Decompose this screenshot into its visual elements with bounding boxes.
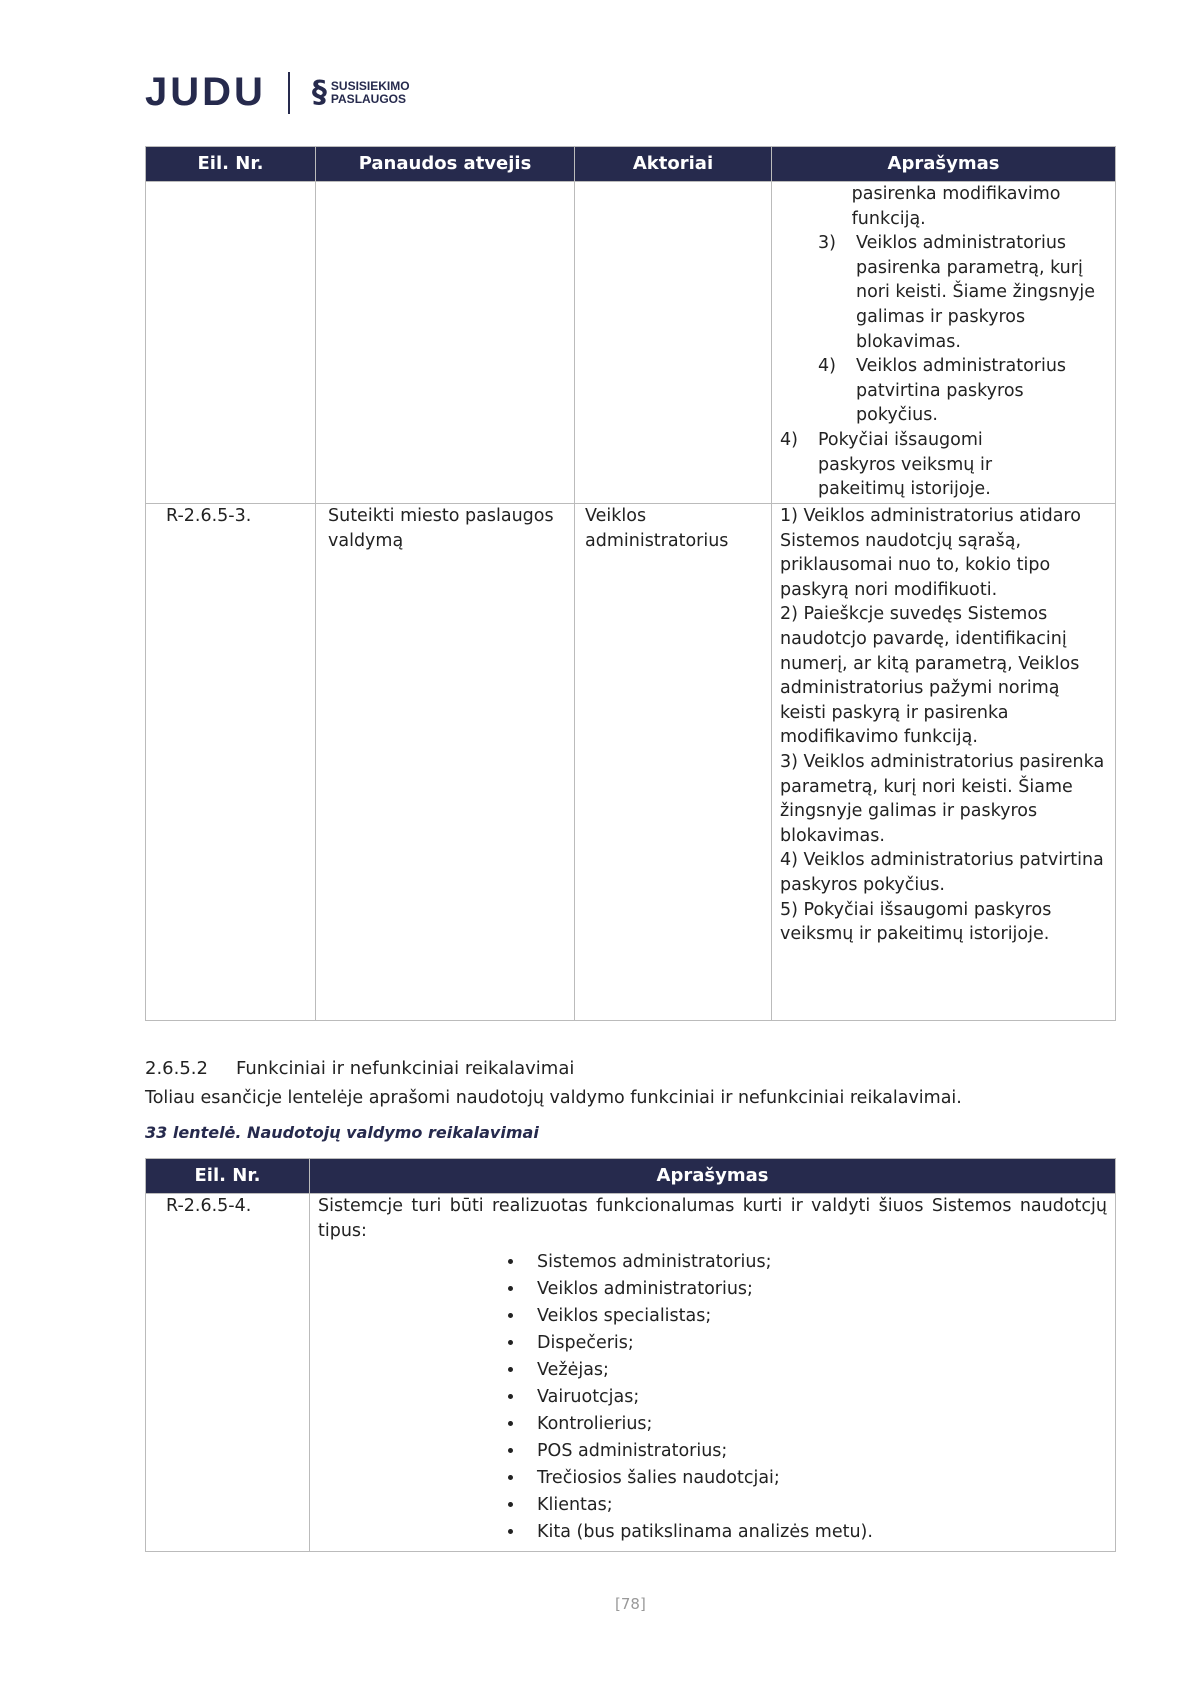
header-cell: Aprašymas bbox=[310, 1159, 1116, 1194]
step: 1) Veiklos administratorius atidaro Sistemos naudotcjų sąrašą, priklausomai nuo to, kokio tipo paskyrą nori modifikuoti. bbox=[780, 506, 1081, 600]
susisiekimo-logo-icon: § bbox=[311, 75, 327, 110]
table-cell bbox=[575, 182, 772, 504]
table-row bbox=[146, 182, 1116, 504]
header-cell: Eil. Nr. bbox=[146, 1159, 310, 1194]
table-header bbox=[146, 1159, 1116, 1194]
table-row bbox=[146, 504, 1116, 1021]
requirements-table bbox=[145, 1158, 1116, 1552]
step-number: 3) bbox=[818, 233, 836, 254]
list-item: • Kontrolierius; bbox=[525, 1411, 1107, 1438]
list-item: • Klientas; bbox=[525, 1492, 1107, 1519]
step-number: 4) bbox=[780, 429, 798, 450]
judu-logo: JUDU bbox=[145, 70, 266, 114]
requirement-text: Sistemcje turi būti realizuotas funkcionalumas kurti ir valdyti šiuos Sistemos naudotcjų tipus: bbox=[318, 1196, 1107, 1241]
use-case: Suteikti miesto paslaugos valdymą bbox=[316, 504, 575, 1021]
section-heading bbox=[145, 1058, 574, 1079]
table-row bbox=[146, 1194, 1116, 1552]
step: 3) Veiklos administratorius pasirenka parametrą, kurį nori keisti. Šiame žingsnyje galimas ir paskyros blokavimas. bbox=[780, 751, 1105, 846]
list-item: • POS administratorius; bbox=[525, 1438, 1107, 1465]
table-caption: 33 lentelė. Naudotojų valdymo reikalavimai bbox=[145, 1123, 539, 1142]
use-case-table bbox=[145, 146, 1116, 1021]
logo-divider bbox=[288, 72, 290, 114]
header-cell: Eil. Nr. bbox=[146, 147, 316, 182]
logo-sub-1: SUSISIEKIMO bbox=[330, 78, 410, 93]
step-text: Pokyčiai išsaugomi paskyros veiksmų ir pakeitimų istorijoje. bbox=[818, 429, 993, 500]
description bbox=[772, 504, 1116, 1021]
header-cell: Aktoriai bbox=[575, 147, 772, 182]
susisiekimo-logo-text bbox=[331, 80, 410, 106]
list-item: • Veiklos administratorius; bbox=[525, 1276, 1107, 1303]
list-item: • Trečiosios šalies naudotcjai; bbox=[525, 1465, 1107, 1492]
list-item: • Vairuotcjas; bbox=[525, 1384, 1107, 1411]
step: 4) Veiklos administratorius patvirtina paskyros pokyčius. bbox=[780, 850, 1104, 895]
list-item: • Sistemos administratorius; bbox=[525, 1249, 1107, 1276]
step-text: Veiklos administratorius pasirenka parametrą, kurį nori keisti. Šiame žingsnyje galimas ir paskyros blokavimas. bbox=[856, 233, 1096, 352]
requirement-id: R-2.6.5-4. bbox=[146, 1194, 310, 1552]
step-number: 4) bbox=[818, 356, 836, 377]
list-item: • Kita (bus patikslinama analizės metu). bbox=[525, 1519, 1107, 1546]
actors: Veiklos administratorius bbox=[575, 504, 772, 1021]
step-text: pasirenka modifikavimo funkciją. bbox=[851, 184, 1061, 229]
list-item: • Dispečeris; bbox=[525, 1330, 1107, 1357]
user-type-list bbox=[318, 1249, 1107, 1546]
header-cell: Aprašymas bbox=[772, 147, 1116, 182]
table-cell bbox=[772, 182, 1116, 504]
header-logo bbox=[145, 70, 410, 115]
description bbox=[310, 1194, 1116, 1552]
page-number: [78] bbox=[615, 1595, 646, 1613]
step-text: Veiklos administratorius patvirtina paskyros pokyčius. bbox=[856, 356, 1067, 426]
table-header bbox=[146, 147, 1116, 182]
table-cell bbox=[316, 182, 575, 504]
logo-sub-2: PASLAUGOS bbox=[330, 91, 407, 106]
intro-paragraph: Toliau esančicje lentelėje aprašomi naudotojų valdymo funkciniai ir nefunkciniai reikalavimai. bbox=[145, 1088, 962, 1108]
section-number: 2.6.5.2 bbox=[145, 1058, 208, 1079]
section-title: Funkciniai ir nefunkciniai reikalavimai bbox=[235, 1058, 575, 1079]
step: 2) Paieškcje suvedęs Sistemos naudotcjo pavardę, identifikacinį numerį, ar kitą parametrą, Veiklos administratorius pažymi norimą keisti paskyrą ir pasirenka modifikavimo funkciją. bbox=[780, 604, 1080, 748]
header-cell: Panaudos atvejis bbox=[316, 147, 575, 182]
table-cell bbox=[146, 182, 316, 504]
step: 5) Pokyčiai išsaugomi paskyros veiksmų ir pakeitimų istorijoje. bbox=[780, 899, 1052, 945]
list-item: • Veiklos specialistas; bbox=[525, 1303, 1107, 1330]
list-item: • Vežėjas; bbox=[525, 1357, 1107, 1384]
requirement-id: R-2.6.5-3. bbox=[146, 504, 316, 1021]
